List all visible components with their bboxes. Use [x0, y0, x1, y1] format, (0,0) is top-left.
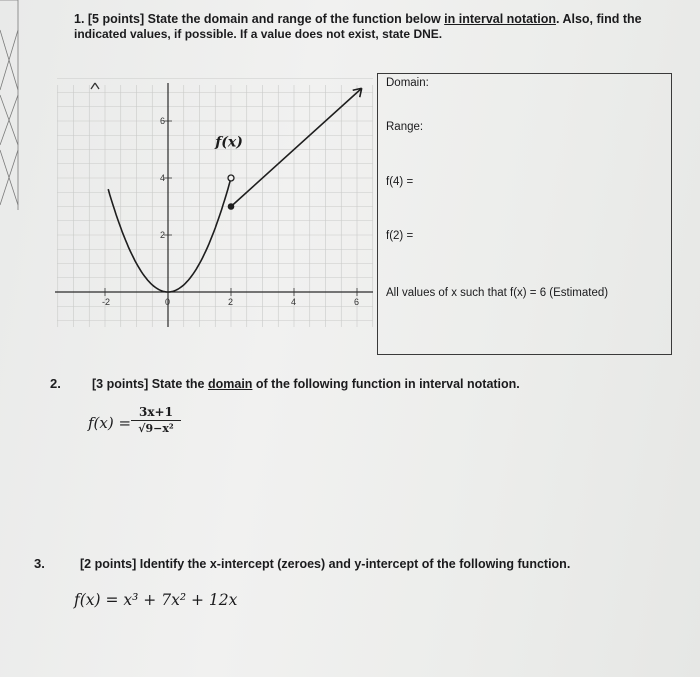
fraction-numerator: 3x+1	[131, 405, 181, 421]
axis-arrow	[91, 83, 99, 89]
function-graph	[55, 75, 377, 335]
question-3-prompt: [2 points] Identify the x-intercept (zeroes) and y-intercept of the following function.	[80, 557, 571, 571]
x-tick-label: 0	[165, 297, 171, 307]
x-tick-label: 4	[291, 297, 297, 307]
x-tick-label: 6	[354, 297, 360, 307]
question-2-underline: domain	[207, 377, 253, 391]
closed-point	[228, 203, 235, 210]
y-tick-label: 6	[159, 116, 165, 126]
domain-label: Domain:	[386, 77, 429, 89]
y-tick-label: 4	[159, 173, 165, 183]
question-1-prompt	[74, 11, 642, 27]
question-3-number: 3.	[34, 556, 45, 571]
f2-label: f(2) =	[386, 230, 414, 242]
question-1-text-b: . Also, find the	[555, 12, 642, 26]
range-label: Range:	[386, 121, 424, 133]
question-2-formula-lhs: f(x) =	[88, 414, 132, 432]
fraction-denominator: √9−x²	[138, 422, 174, 435]
question-2-number: 2.	[50, 376, 61, 391]
question-1-prompt-line2: indicated values, if possible. If a value does not exist, state DNE.	[74, 27, 443, 41]
x-tick-label: -2	[102, 297, 111, 307]
ray-line	[231, 88, 362, 206]
question-2-prompt	[92, 377, 520, 391]
previous-page-edge	[0, 0, 30, 230]
question-1-text-a: 1. [5 points] State the domain and range of the function below	[74, 12, 445, 26]
question-2-fraction	[131, 405, 181, 435]
question-2-text-b: of the following function in interval notation.	[252, 377, 520, 391]
function-label: f(x)	[215, 134, 243, 151]
f4-label: f(4) =	[386, 176, 414, 188]
question-2-text-a: [3 points] State the	[92, 377, 208, 391]
question-1-underline: in interval notation	[444, 12, 556, 26]
question-3-formula: f(x) = x³ + 7x² + 12x	[74, 591, 238, 609]
open-point	[228, 175, 234, 181]
answer-box	[377, 73, 672, 355]
solve-label: All values of x such that f(x) = 6 (Estimated)	[386, 287, 609, 299]
y-tick-label: 2	[159, 230, 165, 240]
x-tick-label: 2	[228, 297, 234, 307]
